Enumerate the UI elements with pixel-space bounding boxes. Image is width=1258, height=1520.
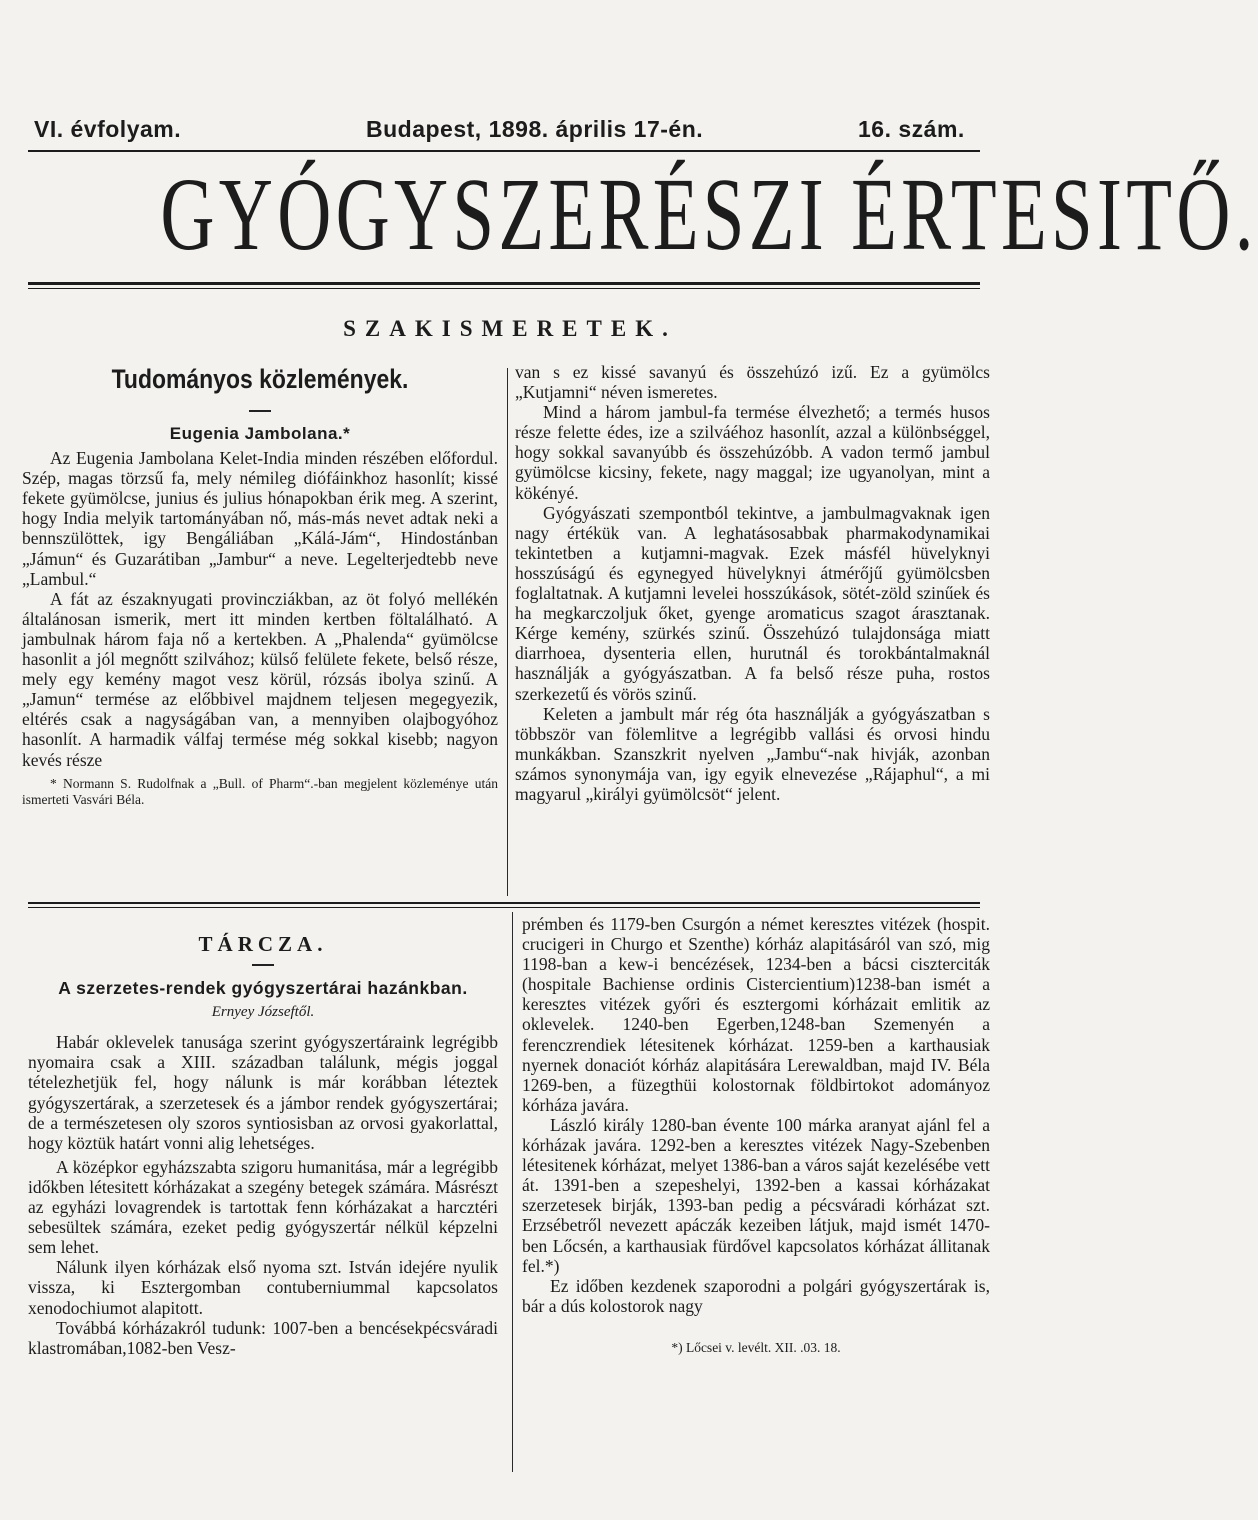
heading-dash (249, 410, 271, 412)
article-paragraph: Az Eugenia Jambolana Kelet-India minden részében előfordul. Szép, magas törzsű fa, mely némileg diófáinkhoz hasonlít; kissé fekete gyümölcse, junius és julius hónapokban érik meg. A szerint, hogy India melyik tartományában nő, más-más nevet adtak neki a bennszülöttek, igy Bengáliában „Kálá-Jám“, Hindostánban „Jámun“ és Guzarátiban „Jambur“ a neve. Legelterjedtebb neve „Lambul.“ (22, 448, 498, 589)
column-divider-bottom (512, 912, 513, 1472)
feuilleton-heading: A szerzetes-rendek gyógyszertárai hazánkban. (58, 978, 468, 999)
section-divider (28, 902, 980, 904)
article-paragraph: Továbbá kórházakról tudunk: 1007-ben a bencésekpécsváradi klastromában,1082-ben Vesz- (28, 1317, 498, 1358)
left-column-bottom (28, 934, 498, 1358)
masthead-rule-thin (28, 288, 980, 289)
article-paragraph: László király 1280-ban évente 100 márka aranyat ajánl fel a kórházak javára. 1292-ben a keresztes vitézek Nagy-Szebenben létesitenek kórházat, melyet 1386-ban a város saját kezelésébe vett át. 1391-ben a szepeshelyi, 1392-ben a kassai kórházakat szerzetesek birják, 1393-ban pedig a pécsváradi kórházat szt. Erzsébetről nevezett apáczák kezeiben látjuk, majd ismét 1470-ben Lőcsén, a karthausiak fürdővel kapcsolatos kórházat állitanak fel.*) (522, 1114, 990, 1276)
article-paragraph: Nálunk ilyen kórházak első nyoma szt. István idejére nyulik vissza, ki Esztergomban contuberniummal kapcsolatos xenodochiumot alapitott. (28, 1257, 498, 1318)
feuilleton-title: TÁRCZA. (198, 932, 328, 956)
article-paragraph: Keleten a jambult már rég óta használják a gyógyászatban s többször van fölemlitve a legrégibb vallási és orvosi hindu munkákban. Szanszkrit nyelven „Jambu“-nak hivják, azonban számos synonymája van, igy egyik elnevezése „Rájaphul“, a mi magyarul „királyi gyümölcsöt“ jelent. (515, 703, 990, 804)
article-paragraph: prémben és 1179-ben Csurgón a német keresztes vitézek (hospit. crucigeri in Churgo et Szenthe) kórház alapitásáról van szó, mig 1198-ban a kew-i bencézések, 1234-ben a bácsi ciszterciták (hospitale Bachiense ordinis Cistercientium)1238-ban ismét a keresztes vitézek győri és esztergomi kórházait emlitik az oklevelek. 1240-ben Egerben,1248-ban Szemenyén a ferenczrendiek létesitenek kórházat. 1259-ben a karthausiak nyernek donaciót kórház alapitására Lerewaldban, majd IV. Béla 1269-ben, a füzegthüi kolostornak földbirtokot adományoz kórháza javára. (522, 914, 990, 1115)
right-column-top (515, 362, 990, 804)
article-paragraph: A középkor egyházszabta szigoru humanitása, már a legrégibb időkben létesitett kórházakat a szegény betegek számára. Másrészt az egyházi lovagrendek is tartottak fenn kórházakat a harcztéri sebesültek számára, ezeket pedig gyógyszertár nélkül képzelni sem lehet. (28, 1156, 498, 1258)
masthead-title: GYÓGYSZERÉSZI ÉRTESITŐ. (160, 157, 1258, 272)
date-line: Budapest, 1898. április 17-én. (366, 116, 704, 142)
issue-number: 16. szám. (858, 116, 965, 142)
article-footnote: *) Lőcsei v. levélt. XII. .03. 18. (671, 1339, 841, 1355)
column-heading: Tudományos közlemények. (111, 364, 409, 394)
article-paragraph: Ez időben kezdenek szaporodni a polgári gyógyszertárak is, bár a dús kolostorok nagy (522, 1275, 990, 1316)
author-byline: Ernyey Józseftől. (211, 1004, 315, 1021)
article-paragraph: A fát az északnyugati provincziákban, az öt folyó mellékén általánosan ismerik, mert itt minden kertben föltalálható. A jambulnak három faja nő a kertekben. A „Phalenda“ gyümölcse hasonlit a jól megnőtt szilvához; külső felülete fekete, belső része, mely egy kemény magot vesz körül, rózsás ibolya szinű. A „Jamun“ termése az előbbivel majdnem teljesen megegyezik, eltérés csak a nagyságában van, a mennyiben olajbogyóhoz hasonlít. A harmadik válfaj termése még sokkal kisebb; nagyon kevés része (22, 588, 498, 770)
volume-number: VI. évfolyam. (34, 116, 182, 142)
article-paragraph: Gyógyászati szempontból tekintve, a jambulmagvaknak igen nagy értékük van. A leghatásosabbak pharmakodynamikai tekintetben a kutjamni-magvak. Ezek másfél hüvelyknyi hosszúságú és egynegyed hüvelyknyi átmérőjű gyümölcsben foglaltatnak. A kutjamni levelei hosszúkások, sötét-zöld szinűek és ha megkarczoljuk őket, gyenge aromaticus szagot árasztanak. Kérge kemény, szürkés szinű. Összehúzó tulajdonsága miatt diarrhoea, dysenteria ellen, hurutnál és torokbántalmaknál használják a gyógyászatban. A fa belső része puha, rostos szerkezetű és vörös szinű. (515, 502, 990, 704)
article-paragraph: Mind a három jambul-fa termése élvezhető; a termés husos része felette édes, ize a szilváéhoz hasonlít, azzal a különbséggel, hogy sokkal savanyúbb és összehúzóbb. A vadon termő jambul gyümölcse kicsiny, fekete, nagy maggal; ize ugyanolyan, mint a kökényé. (515, 402, 990, 503)
feuilleton-dash (252, 964, 274, 966)
left-column-top (22, 362, 498, 808)
header-rule (28, 150, 980, 152)
article-paragraph: van s ez kissé savanyú és összehúzó izű. Ez a gyümölcs „Kutjamni“ néven ismeretes. (515, 362, 990, 403)
section-divider-thin (28, 907, 980, 908)
right-column-bottom (522, 914, 990, 1356)
article-subheading: Eugenia Jambolana.* (169, 424, 351, 443)
section-title: SZAKISMERETEK. (343, 316, 677, 341)
article-footnote: * Normann S. Rudolfnak a „Bull. of Pharm“.-ban megjelent közleménye után ismerteti Vasvári Béla. (22, 775, 498, 807)
masthead-rule-thick (28, 282, 980, 285)
column-divider-top (507, 368, 508, 896)
article-paragraph: Habár oklevelek tanusága szerint gyógyszertáraink legrégibb nyomaira csak a XIII. században találunk, mégis joggal tételezhetjük fel, hogy nálunk is már korábban léteztek gyógyszertárak, a szerzetesek és a jámbor rendek gyógyszertárai; de a természetesen oly szoros syntiosisban az orvosi gyakorlattal, hogy köztük határt vonni alig lehetséges. (28, 1032, 498, 1153)
